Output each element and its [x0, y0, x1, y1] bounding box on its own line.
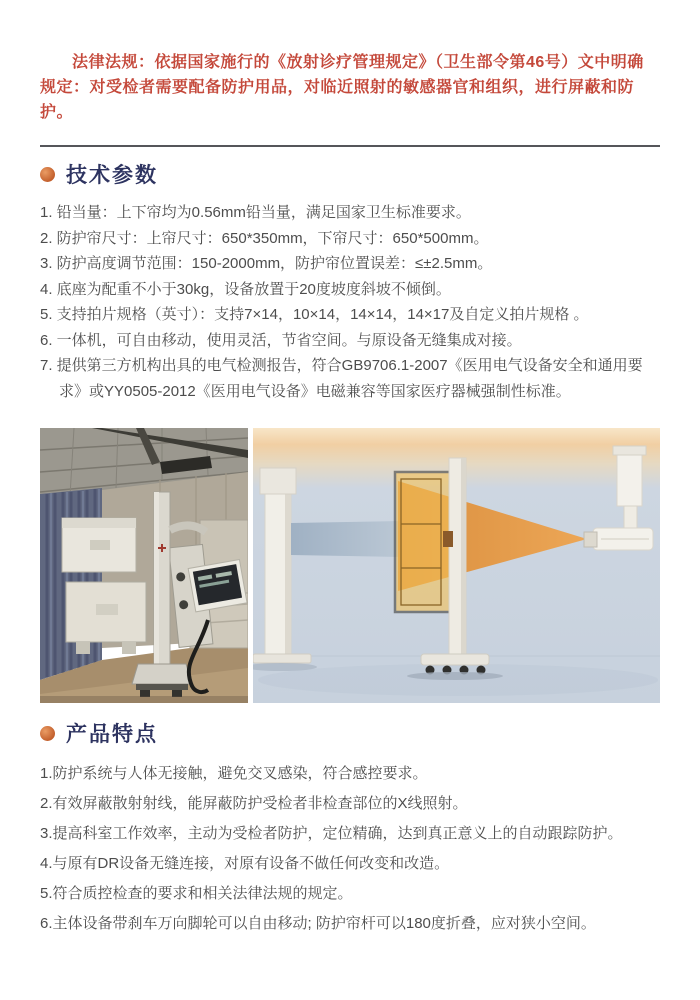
legal-notice-text: 法律法规：依据国家施行的《放射诊疗管理规定》（卫生部令第46号）文中明确规定：对受检者需要配备防护用品，对临近照射的敏感器官和组织，进行屏蔽和防护。 [40, 54, 644, 121]
feature-item: 6.主体设备带刹车万向脚轮可以自由移动; 防护帘杆可以180度折叠，应对狭小空间。 [40, 915, 596, 932]
section-divider [40, 145, 660, 147]
xray-room-photo [40, 428, 248, 703]
feature-item: 4.与原有DR设备无缝连接，对原有设备不做任何改变和改造。 [40, 855, 450, 872]
feature-item: 3.提高科室工作效率，主动为受检者防护，定位精确，达到真正意义上的自动跟踪防护。 [40, 825, 623, 842]
protection-screen-beam-render [253, 428, 660, 703]
tech-item: 6. 一体机，可自由移动，使用灵活，节省空间。与原设备无缝集成对接。 [40, 331, 522, 349]
features-section-header [40, 716, 660, 750]
tech-item: 4. 底座为配重不小于30kg，设备放置于20度坡度斜坡不倾倒。 [40, 280, 451, 298]
tech-section-title: 技术参数 [66, 164, 158, 187]
bullet-dot-icon [40, 167, 55, 182]
tech-item: 1. 铅当量：上下帘均为0.56mm铅当量，满足国家卫生标准要求。 [40, 204, 471, 221]
tech-section-header [40, 157, 660, 191]
features-section [40, 716, 660, 939]
feature-item: 2.有效屏蔽散射射线，能屏蔽防护受检者非检查部位的X线照射。 [40, 795, 468, 812]
feature-item: 5.符合质控检查的要求和相关法律法规的规定。 [40, 885, 353, 902]
product-images-row [40, 428, 660, 703]
features-section-title: 产品特点 [66, 723, 158, 746]
feature-item: 1.防护系统与人体无接触，避免交叉感染，符合感控要求。 [40, 765, 428, 782]
tech-item: 5. 支持拍片规格（英寸）：支持7×14，10×14，14×14，14×17及自定义拍片规格 。 [40, 306, 589, 323]
bullet-dot-icon [40, 726, 55, 741]
tech-item: 7. 提供第三方机构出具的电气检测报告，符合GB9706.1-2007《医用电气设备安全和通用要求》或YY0505-2012《医用电气设备》电磁兼容等国家医疗器械强制性标准。 [40, 357, 643, 400]
tech-parameters-list [40, 200, 660, 404]
tech-item: 2. 防护帘尺寸：上帘尺寸：650*350mm，下帘尺寸：650*500mm。 [40, 229, 489, 247]
product-features-list [40, 759, 660, 939]
tech-item: 3. 防护高度调节范围：150-2000mm，防护帘位置误差：≤±2.5mm。 [40, 255, 493, 272]
